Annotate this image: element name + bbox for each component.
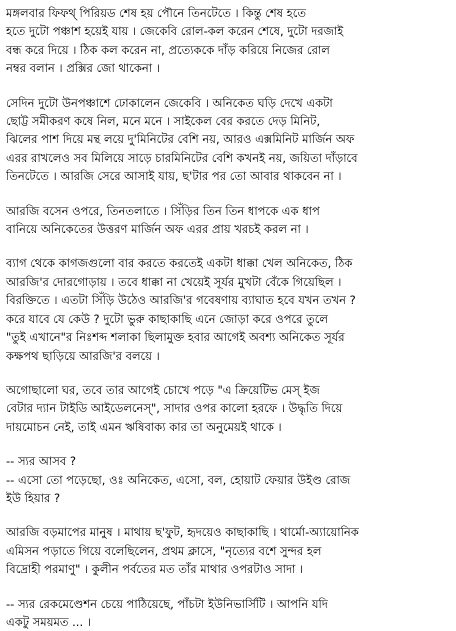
text-line: বিরক্তিতে । এতটা সিঁড়ি উঠেও আরজি'র গবেষণায় ব্যাঘাত হবে যখন তখন ? [6, 293, 356, 308]
text-line: বেটার দ্যান টাইডি আইডেলনেস্", সাদার ওপর কালো হরফে । উদ্ধৃতি দিয়ে [6, 401, 343, 416]
text-line: এরর রাখলেও সব মিলিয়ে সাড়ে চারমিনিটের বেশি কখনই নয়, জয়িতা দাঁড়াবে [6, 150, 358, 165]
dialogue-block-final [6, 595, 450, 631]
text-line: আরজি বড়মাপের মানুষ । মাথায় ছ'ফুট, হৃদয়েও কাছাকাছি । থার্মো-অ্যায়োনিক [6, 525, 359, 540]
text-line: ঝিলের পাশ দিয়ে মন্থ লয়ে দু'মিনিটের বেশি নয়, আরও এক্সমিনিট মার্জিন অফ [6, 132, 355, 147]
text-line: আরজি'র দোরগোড়ায় । তবে ধাক্কা না খেয়েই সূর্যর মুখটা বেঁকে গিয়েছিল । [6, 274, 342, 289]
paragraph-2 [6, 94, 450, 186]
text-line: "তুই এখানে"র নিঃশব্দ শলাকা ছিলামুক্ত হবার আগেই অবশ্য অনিকেত সূর্যর [6, 330, 345, 345]
paragraph-7 [6, 523, 450, 578]
paragraph-4 [6, 254, 450, 364]
text-line: আরজি বসেন ওপরে, তিনতলাতে । সিঁড়ির তিন তিন ধাপকে এক ধাপ [6, 203, 320, 218]
paragraph-3 [6, 202, 450, 239]
paragraph-1 [6, 4, 450, 78]
dialogue-line: একটু সময়মত ... । [6, 614, 91, 629]
text-line: বানিয়ে অনিকেতের উত্তরণ মার্জিন অফ এরর প্রায় খরচই করল না । [6, 222, 309, 237]
text-line: সেদিন দুটো উনপঞ্চাশে ঢোকালেন জেকেবি । অনিকেত ঘড়ি দেখে একটা [6, 95, 333, 110]
text-line: অগোছালো ঘর, তবে তার আগেই চোখে পড়ে "এ ক্রিয়েটিভ মেস্ ইজ [6, 382, 320, 397]
paragraph-5 [6, 381, 450, 436]
text-line: কক্ষপথ ছাড়িয়ে আরজি'র বলয়ে । [6, 348, 160, 363]
dialogue-block [6, 452, 450, 507]
text-line: ব্যাগ থেকে কাগজগুলো বার করতে করতেই একটা ধাক্কা খেল অনিকেত, ঠিক [6, 256, 353, 271]
text-line: তিনটেতে । আরজি সেরে আসাই যায়, ছ'টার পর তো আবার থাকবেন না । [6, 169, 342, 184]
text-line: মঙ্গলবার ফিফথ্ পিরিয়ড শেষ হয় পৌনে তিনটেতে । কিন্তু শেষ হতে [6, 6, 306, 20]
text-line: এমিসন পড়াতে গিয়ে বলেছিলেন, প্রথম ক্লাসে, "নৃত্যের বশে সুন্দর হল [6, 543, 322, 558]
dialogue-line: -- স্যর আসব ? [6, 454, 77, 469]
dialogue-line: -- এসো তো পড়েছো, ওঃ অনিকেত, এসো, বল, হোয়াট ফেয়ার উইণ্ড রোজ [6, 472, 351, 487]
text-line: দায়মোচন নেই, তাই এমন ঋষিবাক্য কার তা অনুমেয়ই থাকে । [6, 419, 282, 434]
text-line: করে যাবে যে কেউ ? দুটো ভুরু কাছাকাছি এনে জোড়া করে ওপরে তুলে [6, 311, 328, 326]
text-line: নম্বর বলান । প্রক্সির জো থাকেনা । [6, 61, 160, 76]
text-line: হতে দুটো পঞ্চাশ হয়েই যায় । জেকেবি রোল-কল করেন শেষে, দুটো দরজাই [6, 24, 344, 39]
dialogue-line: ইউ হিয়ার ? [6, 490, 61, 505]
text-line: ছোট্ট সমীকরণ কষে নিল, মনে মনে । সাইকেল বের করতে দেড় মিনিট, [6, 114, 321, 129]
text-line: বন্ধ করে দিয়ে । ঠিক কল করেন না, প্রত্যেককে দাঁড় করিয়ে নিজের রোল [6, 42, 330, 57]
dialogue-line: -- স্যর রেকমেণ্ডেশন চেয়ে পাঠিয়েছে, পাঁচটা ইউনিভার্সিটি । আপনি যদি [6, 596, 328, 611]
text-line: বিদ্রোহী পরমাণু" । কুলীন পর্বতের মত তাঁর মাথার ওপরটাও সাদা । [6, 562, 304, 577]
